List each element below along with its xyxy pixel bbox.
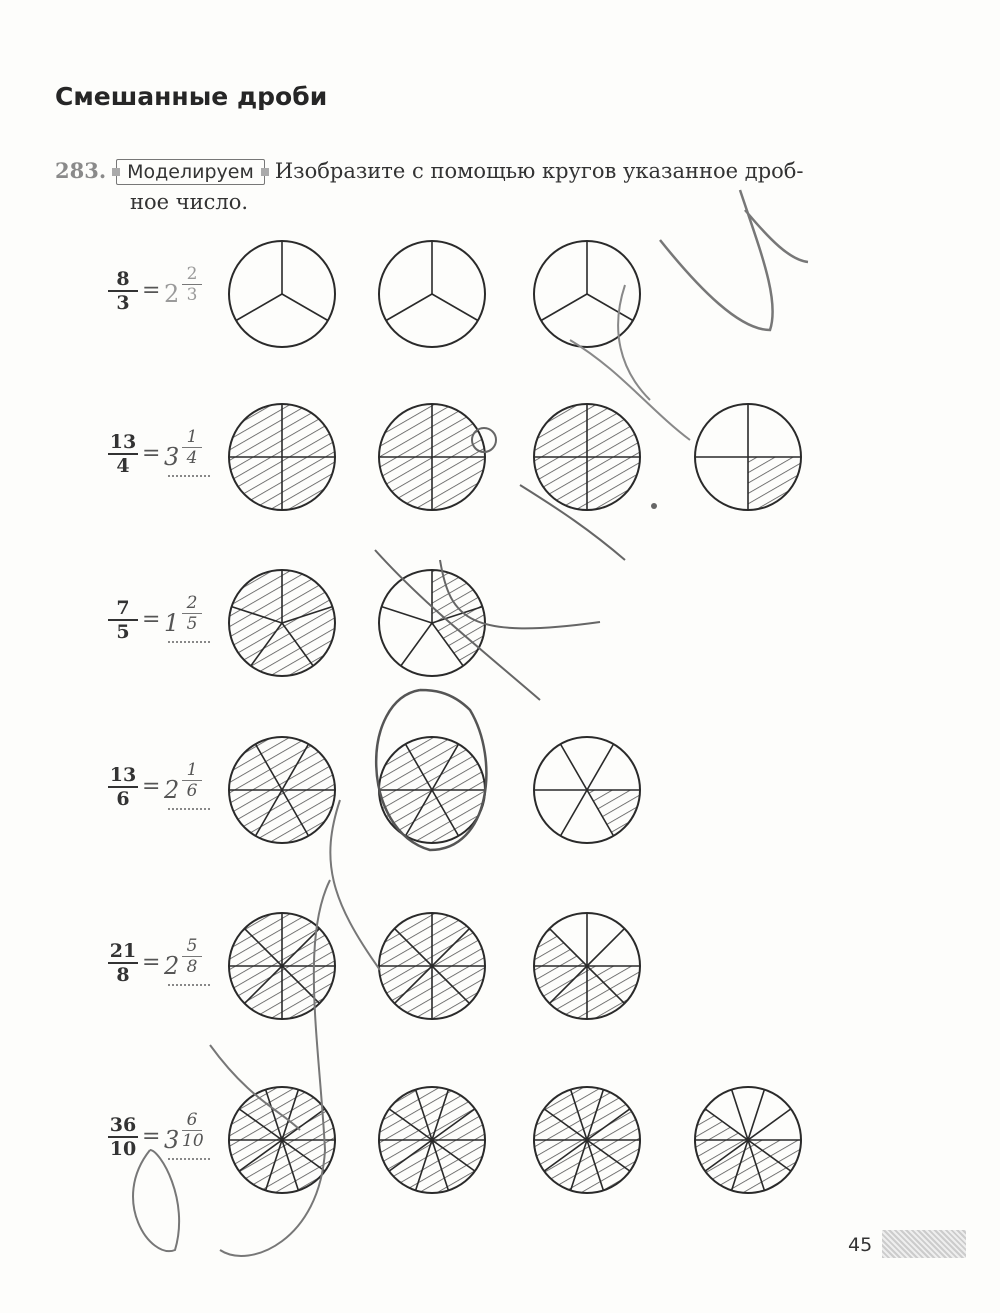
sector-divider	[587, 929, 624, 966]
sector-divider	[748, 1090, 764, 1140]
answer-whole-part: 2	[164, 280, 180, 308]
fraction-circle	[379, 404, 485, 510]
fraction-numerator: 7	[108, 597, 138, 621]
sector-divider	[587, 744, 614, 790]
fraction-circle	[379, 570, 485, 676]
shaded-sector	[534, 929, 587, 966]
sector-divider	[541, 294, 587, 321]
task-number: 283.	[55, 158, 107, 183]
sector-divider	[382, 607, 432, 623]
answer-numerator: 6	[182, 1110, 202, 1131]
fraction-circle	[229, 570, 335, 676]
fraction-circle	[229, 241, 335, 347]
answer-numerator: 1	[182, 427, 202, 448]
fraction-circle	[379, 913, 485, 1019]
page-number: 45	[848, 1234, 873, 1256]
sector-divider	[561, 744, 588, 790]
answer-denominator: 8	[186, 957, 198, 977]
answer-whole-part: 2	[164, 952, 180, 980]
fraction-denominator: 6	[116, 788, 130, 810]
equals-sign: =	[142, 1124, 161, 1149]
fraction-circle	[534, 241, 640, 347]
sector-divider	[401, 623, 432, 666]
fraction-circle	[229, 913, 335, 1019]
sector-divider	[432, 294, 478, 321]
fraction-circle	[695, 404, 801, 510]
page-title: Смешанные дроби	[55, 82, 328, 111]
task-text-line2: ное число.	[130, 190, 249, 214]
task-tag: Моделируем	[116, 159, 265, 185]
fraction-numerator: 36	[109, 1114, 137, 1136]
answer-numerator: 5	[182, 936, 202, 957]
sector-divider	[587, 294, 633, 321]
equals-sign: =	[142, 278, 161, 303]
fraction-denominator: 8	[116, 964, 130, 986]
equals-sign: =	[142, 607, 161, 632]
equals-sign: =	[142, 774, 161, 799]
answer-denominator: 10	[182, 1131, 204, 1151]
sector-divider	[748, 1109, 791, 1140]
fraction-denominator: 3	[116, 292, 130, 314]
sector-divider	[386, 294, 432, 321]
answer-numerator: 2	[182, 264, 202, 285]
shaded-sector	[587, 790, 640, 836]
fraction-circle	[229, 1087, 335, 1193]
page-tab	[882, 1230, 966, 1258]
fraction-denominator: 10	[109, 1138, 137, 1160]
fraction-circle	[379, 241, 485, 347]
fraction-numerator: 21	[109, 940, 137, 962]
answer-denominator: 3	[186, 285, 198, 305]
fraction-circle	[534, 404, 640, 510]
fraction-numerator: 13	[109, 764, 137, 786]
fraction-circle	[534, 1087, 640, 1193]
equals-sign: =	[142, 441, 161, 466]
sector-divider	[236, 294, 282, 321]
answer-whole-part: 1	[164, 609, 180, 637]
answer-denominator: 6	[186, 781, 198, 801]
fraction-circle	[379, 1087, 485, 1193]
fraction-circle	[229, 737, 335, 843]
fraction-numerator: 8	[108, 268, 138, 292]
fraction-numerator: 13	[109, 431, 137, 453]
answer-numerator: 1	[182, 760, 202, 781]
sector-divider	[561, 790, 588, 836]
answer-denominator: 4	[186, 448, 198, 468]
fraction-denominator: 5	[116, 621, 130, 643]
answer-whole-part: 3	[164, 443, 180, 471]
equals-sign: =	[142, 950, 161, 975]
fraction-circle	[229, 404, 335, 510]
answer-denominator: 5	[186, 614, 198, 634]
fraction-circle	[379, 737, 485, 843]
task-text-line1: Изобразите с помощью кругов указанное дроб-	[274, 159, 804, 183]
fraction-circle	[534, 737, 640, 843]
fraction-denominator: 4	[116, 455, 130, 477]
fraction-circle	[534, 913, 640, 1019]
answer-numerator: 2	[182, 593, 202, 614]
answer-whole-part: 2	[164, 776, 180, 804]
fraction-circle	[695, 1087, 801, 1193]
sector-divider	[282, 294, 328, 321]
answer-whole-part: 3	[164, 1126, 180, 1154]
